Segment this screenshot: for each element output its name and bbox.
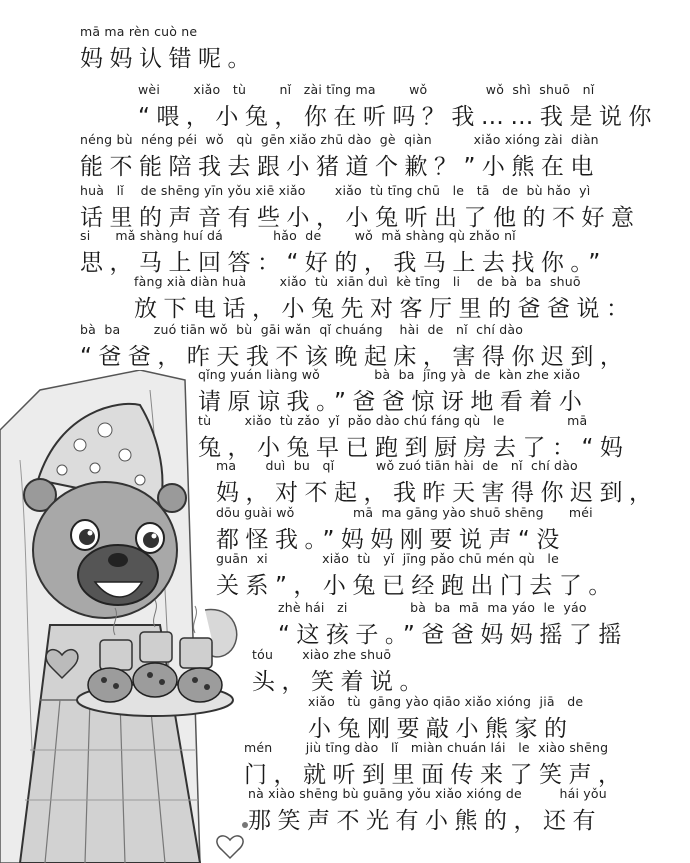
pinyin-line: bà ba zuó tiān wǒ bù gāi wǎn qǐ chuáng hài de nǐ chí dào bbox=[80, 322, 524, 337]
hanzi-line: 思，马上回答：“好的，我马上去找你。” bbox=[80, 250, 607, 276]
pinyin-line: tù xiǎo tù zǎo yǐ pǎo dào chú fáng qù le mā bbox=[198, 413, 588, 428]
hanzi-line: 放下电话，小兔先对客厅里的爸爸说： bbox=[134, 296, 636, 322]
pinyin-line: xiǎo tù gāng yào qiāo xiǎo xióng jiā de bbox=[308, 694, 584, 709]
hanzi-line: 请原谅我。”爸爸惊讶地看着小 bbox=[198, 389, 589, 415]
pinyin-line: fàng xià diàn huà xiǎo tù xiān duì kè tīng li de bà ba shuō bbox=[134, 274, 581, 289]
text-line-17 bbox=[248, 784, 607, 842]
hanzi-line: 关系”，小兔已经跑出门去了。 bbox=[216, 573, 618, 599]
pinyin-line: huà lǐ de shēng yīn yǒu xiē xiǎo xiǎo tù tīng chū le tā de bù hǎo yì bbox=[80, 183, 591, 198]
pinyin-line: qǐng yuán liàng wǒ bà ba jīng yà de kàn zhe xiǎo bbox=[198, 367, 581, 382]
pinyin-line: wèi xiǎo tù nǐ zài tīng ma wǒ wǒ shì shuō nǐ bbox=[138, 82, 595, 97]
hanzi-line: 话里的声音有些小，小兔听出了他的不好意 bbox=[80, 205, 641, 231]
pinyin-line: si mǎ shàng huí dá hǎo de wǒ mǎ shàng qù zhǎo nǐ bbox=[80, 228, 516, 243]
hanzi-line: 头，笑着说。 bbox=[252, 669, 429, 695]
hanzi-line: 小兔刚要敲小熊家的 bbox=[308, 716, 574, 742]
hanzi-line: 妈，对不起，我昨天害得你迟到， bbox=[216, 480, 659, 506]
hanzi-line: 门，就听到里面传来了笑声， bbox=[244, 762, 628, 788]
hanzi-line: “爸爸，昨天我不该晚起床，害得你迟到， bbox=[80, 344, 630, 370]
pinyin-line: néng bù néng péi wǒ qù gēn xiǎo zhū dào gè qiàn xiǎo xióng zài diàn bbox=[80, 132, 599, 147]
pinyin-line: guān xi xiǎo tù yǐ jīng pǎo chū mén qù le bbox=[216, 551, 559, 566]
pinyin-line: dōu guài wǒ mā ma gāng yào shuō shēng méi bbox=[216, 505, 593, 520]
pinyin-line: ma duì bu qǐ wǒ zuó tiān hài de nǐ chí dào bbox=[216, 458, 578, 473]
pinyin-line: mā ma rèn cuò ne bbox=[80, 24, 198, 39]
text-line-3 bbox=[80, 130, 600, 188]
hanzi-line: “这孩子。”爸爸妈妈摇了摇 bbox=[278, 622, 628, 648]
pinyin-line: mén jiù tīng dào lǐ miàn chuán lái le xiào shēng bbox=[244, 740, 609, 755]
pinyin-line: zhè hái zi bà ba mā ma yáo le yáo bbox=[278, 600, 587, 615]
hanzi-line: 都怪我。”妈妈刚要说声“没 bbox=[216, 527, 566, 553]
hanzi-line: 兔，小兔早已跑到厨房去了：“妈 bbox=[198, 435, 630, 461]
hanzi-line: 能不能陪我去跟小猪道个歉？”小熊在电 bbox=[80, 154, 600, 180]
hanzi-line: 妈妈认错呢。 bbox=[80, 46, 257, 72]
hanzi-line: “喂，小兔，你在听吗？我……我是说你 bbox=[138, 104, 658, 130]
hanzi-line: 那笑声不光有小熊的，还有 bbox=[248, 808, 602, 834]
text-line-1 bbox=[80, 22, 257, 80]
pinyin-line: nà xiào shēng bù guāng yǒu xiǎo xióng de hái yǒu bbox=[248, 786, 607, 801]
pinyin-line: tóu xiào zhe shuō bbox=[252, 647, 392, 662]
